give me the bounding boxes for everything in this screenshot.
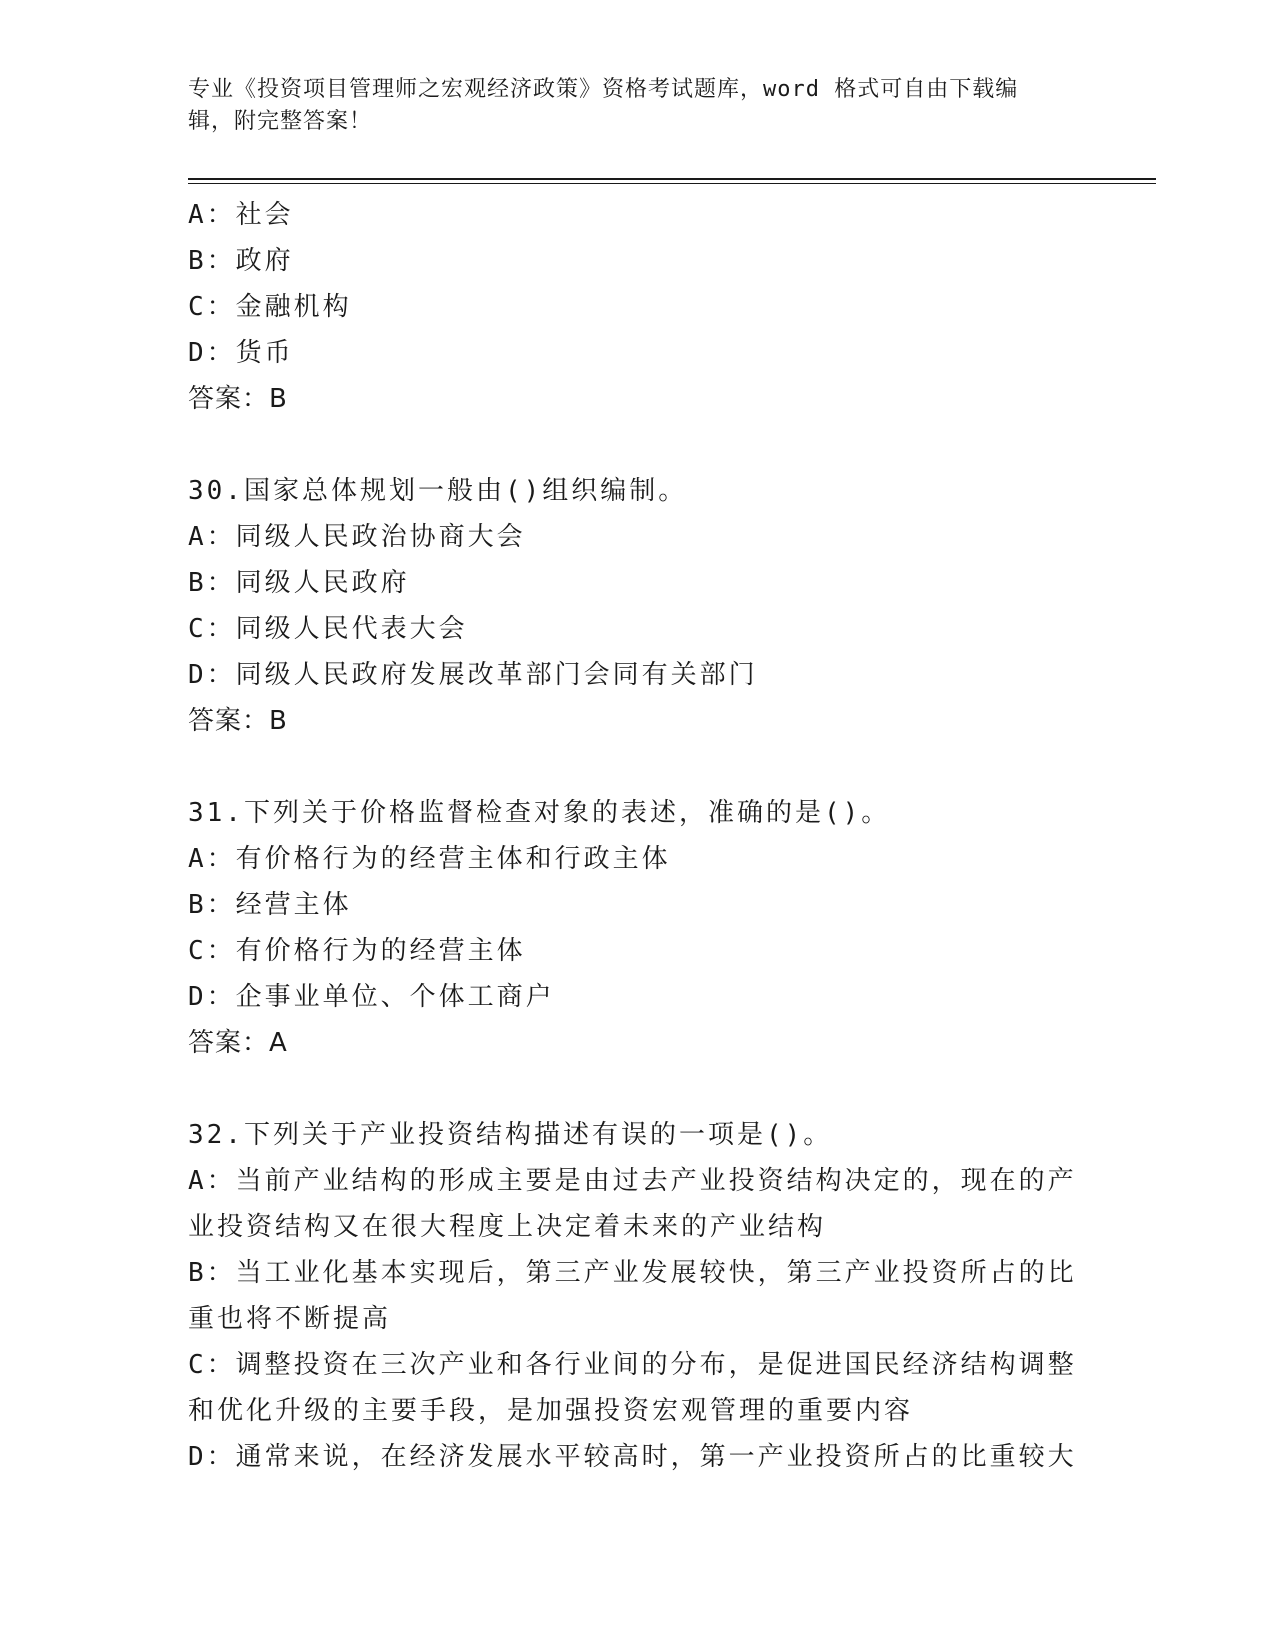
header-divider-thin [188, 183, 1156, 184]
header-divider-thick [188, 178, 1156, 180]
answer: 答案：B [188, 706, 288, 736]
option-a: A：有价格行为的经营主体和行政主体 [188, 844, 671, 874]
option-b: B：当工业化基本实现后，第三产业发展较快，第三产业投资所占的比 [188, 1258, 1077, 1288]
question-text: 31.下列关于价格监督检查对象的表述，准确的是()。 [188, 798, 891, 828]
option-c-continued: 和优化升级的主要手段，是加强投资宏观管理的重要内容 [188, 1396, 914, 1426]
option-c: C：有价格行为的经营主体 [188, 936, 526, 966]
question-29 [188, 192, 1088, 422]
option-a: A：同级人民政治协商大会 [188, 522, 526, 552]
option-b-continued: 重也将不断提高 [188, 1304, 392, 1334]
option-d: D：通常来说，在经济发展水平较高时，第一产业投资所占的比重较大 [188, 1442, 1077, 1472]
question-31 [188, 790, 1088, 1066]
option-d: D：企事业单位、个体工商户 [188, 982, 555, 1012]
question-text: 32.下列关于产业投资结构描述有误的一项是()。 [188, 1120, 833, 1150]
option-b: B：经营主体 [188, 890, 352, 920]
spacer [188, 422, 1088, 468]
answer: 答案：B [188, 384, 288, 414]
header-line-1: 专业《投资项目管理师之宏观经济政策》资格考试题库，word 格式可自由下载编 [188, 77, 1019, 102]
option-d: D：同级人民政府发展改革部门会同有关部门 [188, 660, 758, 690]
question-list [188, 192, 1088, 1480]
option-c: C：金融机构 [188, 292, 352, 322]
option-c: C：调整投资在三次产业和各行业间的分布，是促进国民经济结构调整 [188, 1350, 1077, 1380]
question-32 [188, 1112, 1088, 1480]
option-a: A：社会 [188, 200, 294, 230]
spacer [188, 1066, 1088, 1112]
option-b: B：同级人民政府 [188, 568, 410, 598]
page-header [188, 74, 1068, 138]
option-a-continued: 业投资结构又在很大程度上决定着未来的产业结构 [188, 1212, 827, 1242]
header-line-2: 辑，附完整答案！ [188, 109, 373, 134]
option-c: C：同级人民代表大会 [188, 614, 468, 644]
question-text: 30.国家总体规划一般由()组织编制。 [188, 476, 688, 506]
option-a: A：当前产业结构的形成主要是由过去产业投资结构决定的，现在的产 [188, 1166, 1077, 1196]
option-b: B：政府 [188, 246, 294, 276]
spacer [188, 744, 1088, 790]
question-30 [188, 468, 1088, 744]
answer: 答案：A [188, 1028, 288, 1058]
option-d: D：货币 [188, 338, 294, 368]
